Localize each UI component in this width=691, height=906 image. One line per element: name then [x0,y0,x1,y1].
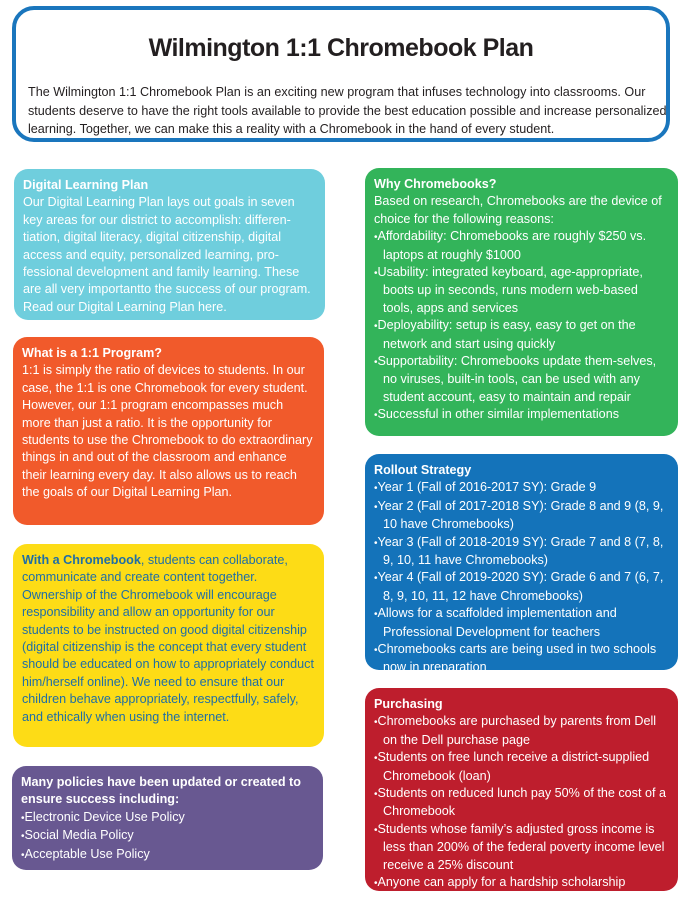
list-item: • Year 3 (Fall of 2018-2019 SY): Grade 7 and 8 (7, 8, 9, 10, 11 have Chromebooks) [374,534,668,570]
list-item: • Chromebooks are purchased by parents from Dell on the Dell purchase page [374,713,668,749]
with-chromebook-body: , students can collaborate, communicate and create content together. Ownership of the Chromebook will encourage responsibility and allow an opportunity for our students to be instructed on good digital citizenship (digital citizenship is the concept that every student should be educated on how to appropriately conduct him/herself online). We need to ensure that our children behave appropriately, respectfully, safely, and ethically when using the internet. [22,553,314,724]
rollout-strategy-heading: Rollout Strategy [374,463,472,477]
purchasing-heading: Purchasing [374,697,443,711]
policies-list [21,809,313,864]
one-to-one-program-box [13,337,324,525]
list-item: • Year 1 (Fall of 2016-2017 SY): Grade 9 [374,479,668,497]
list-item: • Students on free lunch receive a district-supplied Chromebook (loan) [374,749,668,785]
list-item: • Year 4 (Fall of 2019-2020 SY): Grade 6 and 7 (6, 7, 8, 9, 10, 11, 12 have Chromebooks) [374,569,668,605]
one-to-one-program-heading: What is a 1:1 Program? [22,346,162,360]
rollout-strategy-list [374,479,668,676]
list-item: • Deployability: setup is easy, easy to get on the network and start using quickly [374,317,668,353]
purchasing-box [365,688,678,891]
list-item: • Electronic Device Use Policy [21,809,313,827]
list-item: • Chromebooks carts are being used in two schools now in preparation [374,641,668,677]
list-item: • Students on reduced lunch pay 50% of the cost of a Chromebook [374,785,668,821]
intro-text: The Wilmington 1:1 Chromebook Plan is an exciting new program that infuses technology into classrooms. Our students deserve to have the right tools available to provide the best education possible and increase personalized learning. Together, we can make this a reality with a Chromebook in the hand of every student. [28,85,667,136]
header-box [12,6,670,142]
list-item: • Year 2 (Fall of 2017-2018 SY): Grade 8 and 9 (8, 9, 10 have Chromebooks) [374,498,668,534]
why-chromebooks-box [365,168,678,436]
why-chromebooks-body: Based on research, Chromebooks are the device of choice for the following reasons: [374,194,662,226]
list-item: • Social Media Policy [21,827,313,845]
policies-heading: Many policies have been updated or created to ensure success including: [21,775,301,807]
list-item: • Usability: integrated keyboard, age-appropriate, boots up in seconds, runs modern web-based tools, apps and services [374,264,668,317]
list-item: • Anyone can apply for a hardship scholarship [374,874,668,892]
rollout-strategy-box [365,454,678,675]
why-chromebooks-heading: Why Chromebooks? [374,177,497,191]
one-to-one-program-body: 1:1 is simply the ratio of devices to students. In our case, the 1:1 is one Chromebook for every student. However, our 1:1 program encompasses much more than just a ratio. It is the opportunity for students to use the Chromebook to do extraordinary things in and out of the classroom and enhance their learning every day. It also allows us to reach the goals of our Digital Learning Plan. [22,363,313,500]
policies-box [12,766,323,870]
list-item: • Affordability: Chromebooks are roughly $250 vs. laptops at roughly $1000 [374,228,668,264]
list-item: • Students whose family’s adjusted gross income is less than 200% of the federal poverty income level receive a 25% discount [374,821,668,874]
with-chromebook-box [13,544,324,747]
list-item: • Allows for a scaffolded implementation and Professional Development for teachers [374,605,668,641]
list-item: • Supportability: Chromebooks update them-selves, no viruses, built-in tools, can be used with any student account, easy to maintain and repair [374,353,668,406]
purchasing-list [374,713,668,892]
list-item: • Successful in other similar implementations [374,406,668,424]
why-chromebooks-list [374,228,668,424]
digital-learning-plan-body: Our Digital Learning Plan lays out goals in seven key areas for our district to accomplish: differen-tiation, digital literacy, digital citizenship, digital access and equity, personalized learning, pro-fessional development and family learning. These are all very importantto the success of our program. Read our Digital Learning Plan here. [23,195,311,314]
digital-learning-plan-box [14,169,325,320]
page-title: Wilmington 1:1 Chromebook Plan [148,34,534,62]
with-chromebook-lead: With a Chromebook [22,553,141,567]
digital-learning-plan-heading: Digital Learning Plan [23,178,149,192]
list-item: • Acceptable Use Policy [21,846,313,864]
